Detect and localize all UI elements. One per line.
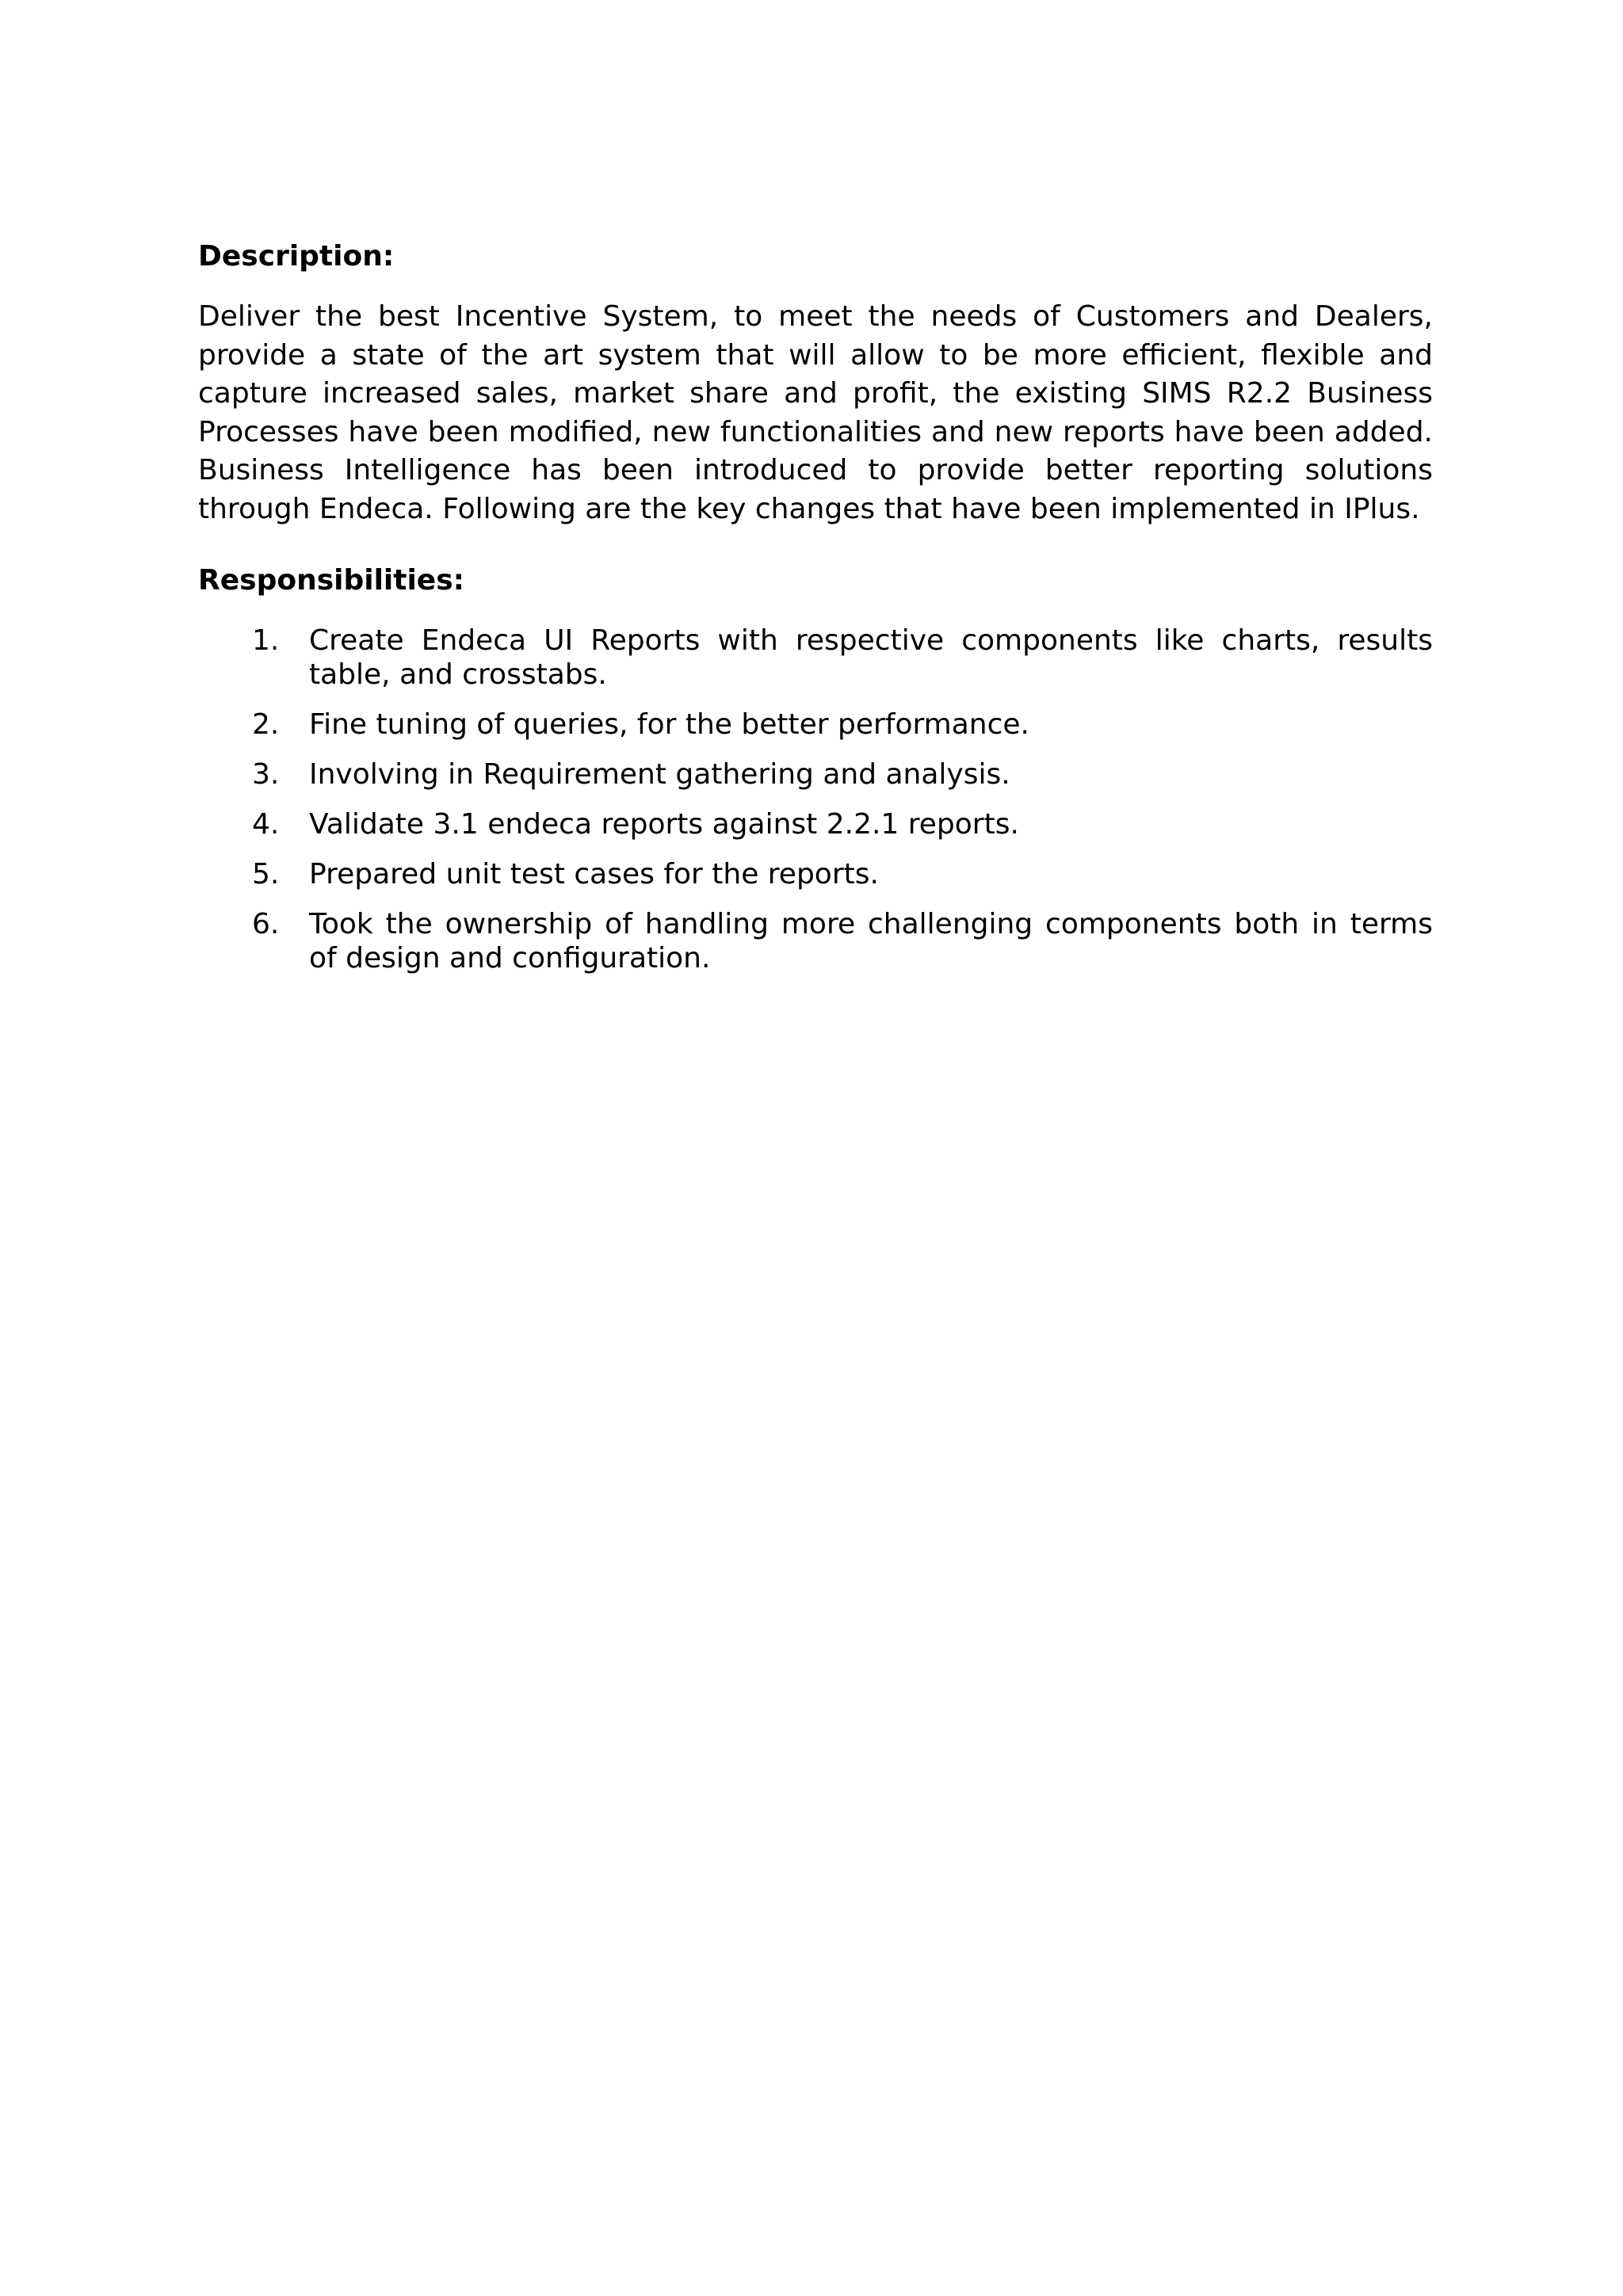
list-item <box>198 907 1433 975</box>
list-item-number: 6. <box>252 908 280 940</box>
list-item-text: Took the ownership of handling more challenging components both in terms of design and configuration. <box>309 908 1433 974</box>
list-item-text: Validate 3.1 endeca reports against 2.2.1 reports. <box>309 808 1019 841</box>
list-item-text: Prepared unit test cases for the reports. <box>309 858 879 891</box>
responsibilities-heading: Responsibilities: <box>198 564 465 597</box>
list-item <box>198 624 1433 692</box>
list-item <box>198 857 1433 891</box>
description-heading: Description: <box>198 240 395 273</box>
list-item-number: 4. <box>252 808 280 841</box>
list-item-number: 3. <box>252 758 280 791</box>
list-item <box>198 707 1433 742</box>
responsibilities-list <box>198 624 1433 975</box>
list-item <box>198 757 1433 791</box>
list-item-number: 5. <box>252 858 280 891</box>
list-item-text: Involving in Requirement gathering and analysis. <box>309 758 1010 791</box>
list-item-number: 1. <box>252 624 280 657</box>
list-item <box>198 807 1433 841</box>
document-page <box>198 238 1433 991</box>
list-item-text: Create Endeca UI Reports with respective components like charts, results table, and crosstabs. <box>309 624 1433 691</box>
list-item-number: 2. <box>252 708 280 741</box>
description-paragraph: Deliver the best Incentive System, to meet the needs of Customers and Dealers, provide a state of the art system that will allow to be more efficient, flexible and capture increased sales, market share and profit, the existing SIMS R2.2 Business Processes have been modified, new functionalities and new reports have been added. Business Intelligence has been introduced to provide better reporting solutions through Endeca. Following are the key changes that have been implemented in IPlus. <box>198 300 1433 525</box>
list-item-text: Fine tuning of queries, for the better performance. <box>309 708 1029 741</box>
